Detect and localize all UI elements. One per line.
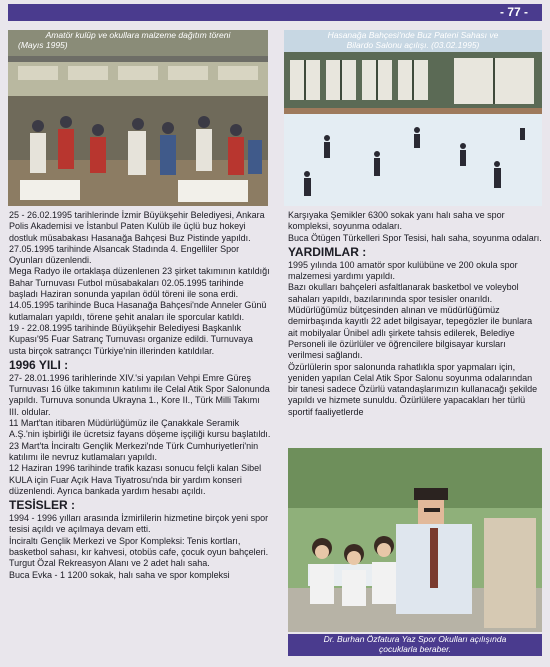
- caption-line: çocuklarla beraber.: [379, 644, 451, 654]
- children-group-image: [288, 448, 542, 632]
- photo-ice-rink-opening: [284, 30, 542, 206]
- paragraph: 1994 - 1996 yılları arasında İzmirlilerin hizmetine birçok yeni spor tesisi açıldı ve açılmaya devam etti.: [9, 513, 269, 535]
- photo-summer-sports-school: [288, 448, 542, 632]
- gym-crowd-image: [8, 30, 268, 206]
- paragraph: Turgut Özal Rekreasyon Alanı ve 2 adet halı saha.: [9, 558, 210, 569]
- section-heading-1996: 1996 YILI :: [9, 357, 69, 372]
- paragraph: 12 Haziran 1996 tarihinde trafik kazası sonucu felçli kalan Sibel KULA için Fuar Açık Hava Tiyatrosu'nda bir yardım konseri düzenlendi. Ayrıca bankada yardım hesabı açıldı.: [9, 463, 262, 496]
- paragraph: 1995 yılında 100 amatör spor kulübüne ve 200 okula spor malzemesi yardımı yapıldı.: [288, 259, 518, 282]
- paragraph: Karşıyaka Şemikler 6300 sokak yanı halı saha ve spor kompleksi, soyunma odaları.: [288, 210, 505, 232]
- photo-equipment-ceremony: [8, 30, 268, 206]
- caption-line: Amatör kulüp ve okullara malzeme dağıtım töreni: [45, 30, 231, 40]
- section-heading-yardimlar: YARDIMLAR :: [288, 244, 367, 259]
- page-header-bar: [8, 4, 542, 21]
- right-text-column: [288, 210, 542, 418]
- paragraph: Özürlülerin spor salonunda rahatlıkla spor yapmaları için, yeniden yapılan Celal Atik Spor Salonu soyunma odalarından bir tanesi sadece Özürlü vatandaşlarımızın kullanacağı şekilde yapıldı ve hizmete sunuldu. Özürlülere yapacakları her türlü sportif faaliyetlerde: [288, 361, 538, 417]
- paragraph: 11 Mart'tan itibaren Müdürlüğümüz ile Çanakkale Seramik A.Ş.'nin işbirliği ile ücretsiz fayans döşeme işçiliği kursu başlatıldı.: [9, 418, 271, 440]
- caption-line: (Mayıs 1995): [18, 40, 68, 50]
- paragraph: Bazı okulları bahçeleri asfaltlanarak basketbol ve voleybol sahaları yapıldı, bazılarınında spor tesisler onarıldı.: [288, 282, 519, 304]
- paragraph: 27.05.1995 tarihinde Alsancak Stadında 4. Engelliler Spor Oyunları düzenlendi.: [9, 243, 240, 266]
- paragraph: 19 - 22.08.1995 tarihinde Büyükşehir Belediyesi Başkanlık Kupası'95 Fuar Satranç Turnuvası organize edildi. Turnuvaya usta birçok satrançcı Türkiye'nin illerinden katıldılar.: [9, 322, 253, 356]
- paragraph: 14.05.1995 tarihinde Buca Hasanağa Bahçesi'nde Anneler Günü kutlamaları yapıldı, törene şehit anaları ile sporcular katıldı.: [9, 300, 267, 322]
- paragraph: Buca Evka - 1 1200 sokak, halı saha ve spor kompleksi: [9, 569, 230, 580]
- page-number: - 77 -: [499, 5, 528, 19]
- caption-line: Bilardo Salonu açılışı. (03.02.1995): [346, 40, 480, 50]
- paragraph: 25 - 26.02.1995 tarihlerinde İzmir Büyükşehir Belediyesi, Ankara Polis Akademisi ve İstanbul Paten Kulüb ile üçlü buz hokeyi dostluk müsabakası Hasanağa Bahçesi Buz Pistinde yapıldı.: [9, 210, 265, 243]
- paragraph: Buca Ötügen Türkelleri Spor Tesisi, halı saha, soyunma odaları.: [288, 232, 542, 243]
- caption-line: Dr. Burhan Özfatura Yaz Spor Okulları açılışında: [323, 634, 507, 644]
- paragraph: Müdürlüğümüz bütçesinden alınan ve müdürlüğümüz demirbaşında kayıtlı 22 adet bilgisayar, tepegözler ile bunlara ait mobilyalar Ünibel adlı şirkete tahsis edilerek, Belediye Personeli ile özürlüler ve öğrencilere bilgisayar kursları verilmesi sağlandı.: [288, 305, 533, 361]
- section-heading-tesisler: TESİSLER :: [9, 498, 76, 513]
- paragraph: 23 Mart'ta İnciraltı Gençlik Merkezi'nde Türk Cumhuriyetleri'nin katılımı ile nevruz kutlamaları yapıldı.: [9, 440, 259, 462]
- paragraph: İnciraltı Gençlik Merkezi ve Spor Kompleksi: Tenis kortları, basketbol sahası, kır kahvesi, otobüs cafe, çocuk oyun bahçeleri.: [9, 535, 269, 558]
- photo-caption-equipment: [8, 30, 268, 52]
- paragraph: Mega Radyo ile ortaklaşa düzenlenen 23 şirket takımının katıldığı Bahar Turnuvası Futbol müsabakaları 02.05.1995 tarihinde başladı Haziran sonunda yapılan ödül töreni ile sona erdi.: [9, 266, 270, 300]
- photo-caption-summer-school: [288, 634, 542, 656]
- photo-caption-ice-rink: [284, 30, 542, 52]
- paragraph: 27- 28.01.1996 tarihlerinde XIV.'si yapılan Vehpi Emre Güreş Turnuvası 16 ülke takımının katılımı ile Celal Atik Spor Salonunda yapıldı. Turnuva sonunda Ukrayna 1., Kore II., Türk Milli Takımı III. oldular.: [9, 372, 270, 417]
- left-text-column: [9, 210, 271, 581]
- caption-line: Hasanağa Bahçesi'nde Buz Pateni Sahası ve: [327, 30, 499, 40]
- ice-rink-image: [284, 30, 542, 206]
